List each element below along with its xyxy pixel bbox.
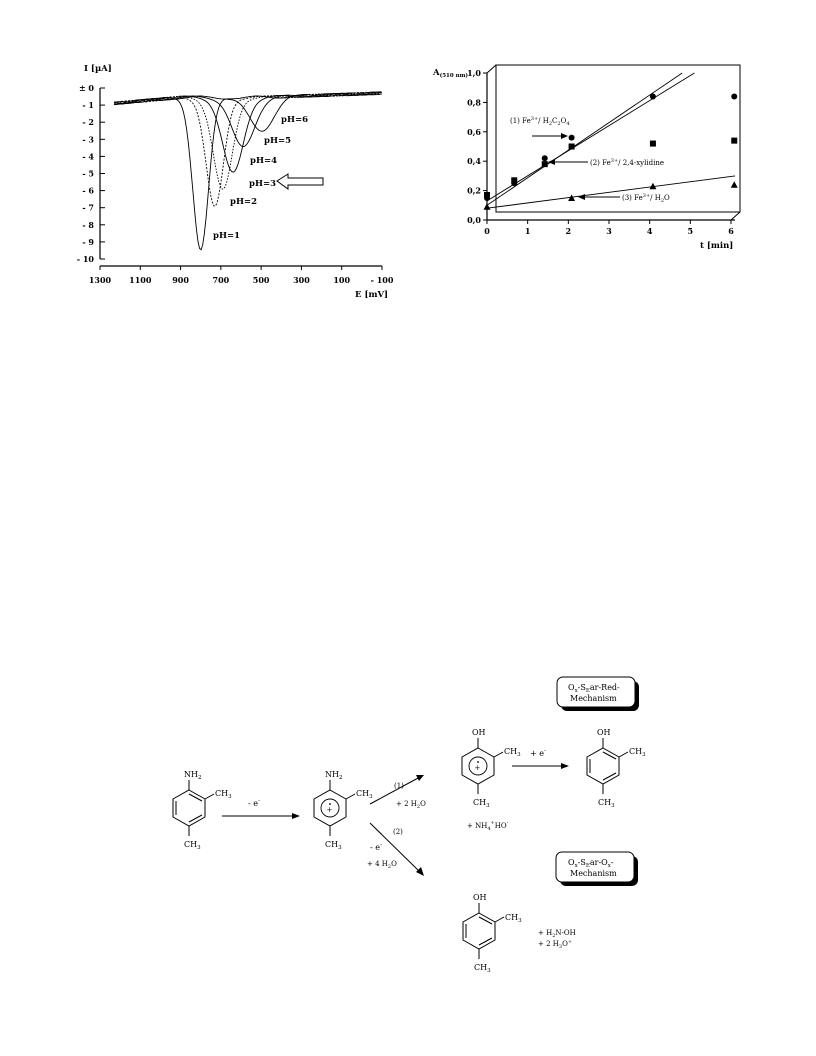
x-tick-label: 3 (606, 226, 612, 236)
ch3-group: $CH_3$ (184, 840, 201, 851)
x-tick-label: 6 (728, 226, 734, 236)
arrow-head-icon (292, 813, 300, 819)
path2-label: (2) (393, 828, 403, 836)
plus-2h2o-label: + 2 $H_2O$ (396, 800, 426, 810)
y-tick-label: - 1 (82, 100, 94, 111)
path1-label: (1) (394, 782, 404, 790)
xylidine-molecule (173, 770, 232, 851)
plus-electron-label: + e- (530, 748, 546, 758)
series2-label: (2) $Fe^{3+}/$ 2,4-xylidine (590, 158, 664, 167)
left-y-axis-label: I [µA] (84, 64, 112, 74)
right-x-axis-label: t [min] (700, 241, 734, 251)
minus-electron-label: - e- (248, 798, 260, 808)
radical-plus: + (474, 764, 481, 772)
oh-group: OH (473, 893, 487, 902)
x-tick-label: 1100 (129, 275, 152, 285)
x-tick-label: 500 (252, 275, 270, 285)
ph5-label: pH=5 (264, 136, 292, 146)
y-tick-label: 0,4 (467, 156, 481, 167)
dimethylphenol-top-molecule (587, 728, 646, 809)
x-tick-label: 300 (293, 275, 310, 285)
hydronium-byproduct: + 2 $H_3O^+$ (538, 939, 573, 950)
ch3-group: $CH_3$ (215, 789, 232, 800)
mechanism-box-1 (557, 677, 639, 711)
series3-label: (3) $Fe^{3+}/$ $H_2O$ (622, 193, 670, 204)
ph1-label: pH=1 (213, 231, 241, 241)
nh2-group: $NH_2$ (325, 770, 343, 781)
x-tick-label: - 100 (370, 275, 394, 285)
left-x-axis-label: E [mV] (355, 290, 389, 300)
dimethylphenol-bottom-molecule (463, 893, 522, 974)
ph3-label: pH=3 (249, 179, 277, 189)
plus-4h2o-label: + 4 $H_2O$ (367, 860, 397, 870)
ch3-group: $CH_3$ (598, 798, 615, 809)
y-tick-label: - 8 (82, 219, 94, 230)
minus-electron-label: - e- (370, 842, 382, 852)
nh2-group: $NH_2$ (184, 770, 202, 781)
arrow-head-icon (416, 867, 424, 876)
y-tick-label: - 2 (82, 117, 94, 128)
ch3-group: $CH_3$ (325, 840, 342, 851)
radical-plus: + (326, 806, 333, 814)
y-tick-label: 0,0 (467, 215, 481, 225)
y-tick-label: - 7 (82, 202, 94, 213)
nh4-byproduct: + $NH_4^+HO^-$ (467, 820, 509, 832)
y-tick-label: - 6 (82, 185, 94, 196)
ch3-group: $CH_3$ (629, 747, 646, 758)
x-tick-label: 1300 (88, 275, 112, 285)
radical-cation-molecule (314, 770, 373, 851)
right-y-axis-label: $A_{(510 nm)}$ (433, 68, 469, 79)
ch3-group: $CH_3$ (356, 789, 373, 800)
ch3-group: $CH_3$ (505, 913, 522, 924)
y-tick-label: 0,8 (467, 97, 481, 108)
y-tick-label: - 4 (82, 151, 94, 162)
oh-group: OH (597, 728, 611, 737)
x-tick-label: 4 (646, 226, 653, 236)
ch3-group: $CH_3$ (473, 798, 490, 809)
svg-text:Mechanism: Mechanism (570, 694, 617, 703)
svg-text:Ox-SEar-Ox-: $O_x-S_Ear-O_x-$ (568, 858, 614, 869)
y-tick-label: - 3 (82, 134, 94, 145)
svg-text:Ox-SEar-Red-: $O_x-S_Ear-Red-$ (568, 683, 620, 694)
y-tick-label: 0,6 (467, 126, 481, 137)
arrow-head-icon (561, 763, 569, 769)
oh-group: OH (472, 728, 486, 737)
y-tick-label: - 9 (82, 236, 94, 247)
series1-label: (1) $Fe^{3+}/$ $H_2C_2O_4$ (510, 116, 570, 127)
x-tick-label: 5 (687, 226, 694, 236)
y-tick-label: - 10 (76, 254, 94, 264)
phenol-radical-molecule (462, 728, 521, 809)
y-tick-label: - 5 (82, 168, 94, 179)
ph2-label: pH=2 (230, 197, 258, 207)
y-tick-label: 0,2 (467, 185, 481, 196)
x-tick-label: 700 (212, 275, 230, 285)
ch3-group: $CH_3$ (474, 963, 491, 974)
y-tick-label: ± 0 (78, 83, 94, 93)
x-tick-label: 900 (172, 275, 189, 285)
x-tick-label: 1 (524, 226, 531, 236)
x-tick-label: 100 (333, 275, 351, 285)
ch3-group: $CH_3$ (504, 747, 521, 758)
mechanism-box-2 (556, 852, 638, 886)
hydroxylamine-byproduct: + $H_2N-OH$ (538, 929, 576, 939)
ph4-label: pH=4 (250, 156, 278, 166)
svg-text:Mechanism: Mechanism (570, 869, 617, 878)
y-tick-label: 1,0 (467, 68, 481, 78)
x-tick-label: 2 (565, 226, 572, 236)
x-tick-label: 0 (484, 226, 490, 236)
ph6-label: pH=6 (281, 115, 309, 125)
benzene-ring (173, 790, 205, 826)
